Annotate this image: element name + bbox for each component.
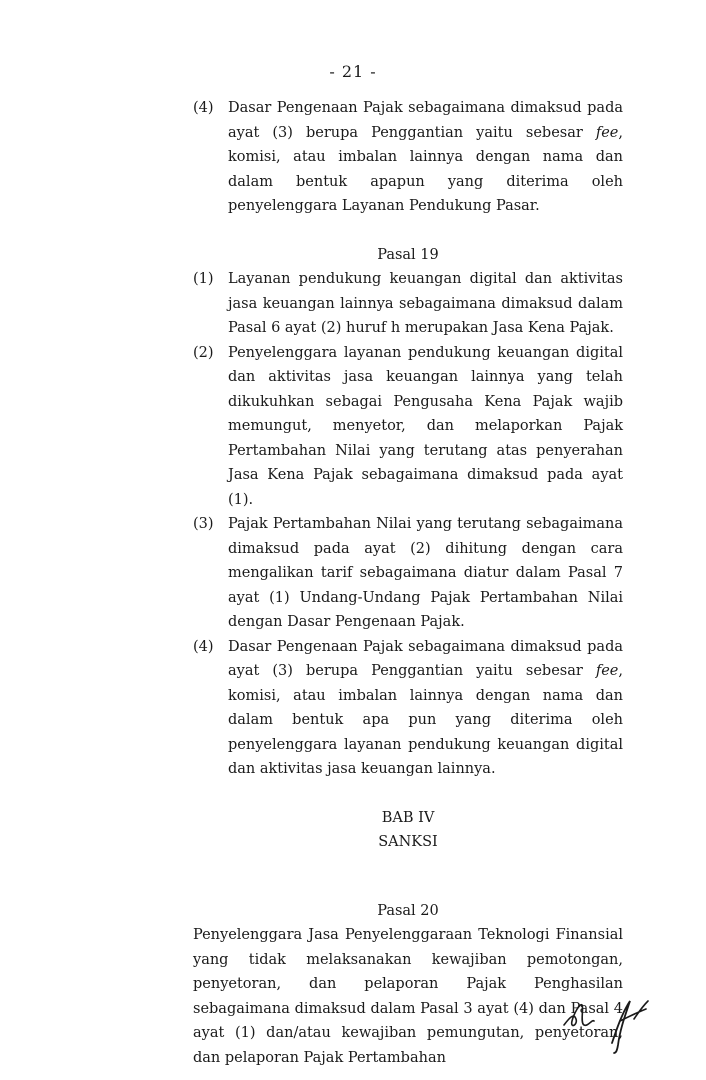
pasal-19-item: [193, 512, 623, 635]
item-number: (4): [193, 638, 214, 655]
pasal-19-item: [193, 267, 623, 341]
item-text: Dasar Pengenaan Pajak sebagaimana dimaksud pada ayat (3) berupa Penggantian yaitu sebesar fee, komisi, atau imbalan lainnya dengan nama dan dalam bentuk apa pun yang diterima oleh penyelenggara layanan pendukung keuangan digital dan aktivitas jasa keuangan lainnya.: [228, 638, 623, 777]
paraf-signature: [560, 995, 660, 1055]
item-number: (4): [193, 100, 214, 116]
bab-title: BAB IV: [381, 809, 435, 826]
item-text: Pajak Pertambahan Nilai yang terutang sebagaimana dimaksud pada ayat (2) dihitung dengan cara mengalikan tarif sebagaimana diatur dalam Pasal 7 ayat (1) Undang-Undang Pajak Pertambahan Nilai dengan Dasar Pengenaan Pajak.: [228, 516, 623, 630]
item-number: (2): [193, 344, 214, 361]
page-content: [193, 96, 623, 1070]
item-text: Penyelenggara layanan pendukung keuangan digital dan aktivitas jasa keuangan lainnya yang telah dikukuhkan sebagai Pengusaha Kena Pajak wajib memungut, menyetor, dan melaporkan Pajak Pertambahan Nilai yang terutang atas penyerahan Jasa Kena Pajak sebagaimana dimaksud pada ayat (1).: [228, 344, 623, 508]
item-text: Layanan pendukung keuangan digital dan aktivitas jasa keuangan lainnya sebagaimana dimaksud dalam Pasal 6 ayat (2) huruf h merupakan Jasa Kena Pajak.: [228, 271, 623, 336]
bab-subtitle: SANKSI: [378, 834, 438, 850]
item-number: (1): [193, 271, 214, 287]
pasal-19-item: [193, 341, 623, 513]
pasal-19-title: Pasal 19: [377, 246, 439, 263]
pasal-19-item: [193, 635, 623, 782]
page-number: - 21 -: [329, 62, 377, 81]
item-text: Dasar Pengenaan Pajak sebagaimana dimaksud pada ayat (3) berupa Penggantian yaitu sebesar fee, komisi, atau imbalan lainnya dengan nama dan dalam bentuk apapun yang diterima oleh penyelenggara Layanan Pendukung Pasar.: [228, 100, 623, 214]
item-number: (3): [193, 516, 214, 532]
top-item: [193, 96, 623, 219]
pasal-20-text: Penyelenggara Jasa Penyelenggaraan Teknologi Finansial yang tidak melaksanakan kewajiban pemotongan, penyetoran, dan pelaporan Pajak Penghasilan sebagaimana dimaksud dalam Pasal 3 ayat (4) dan Pasal 4 ayat (1) dan/atau kewajiban pemungutan, penyetoran, dan pelaporan Pajak Pertambahan: [193, 927, 623, 1066]
pasal-20-title: Pasal 20: [377, 902, 439, 919]
